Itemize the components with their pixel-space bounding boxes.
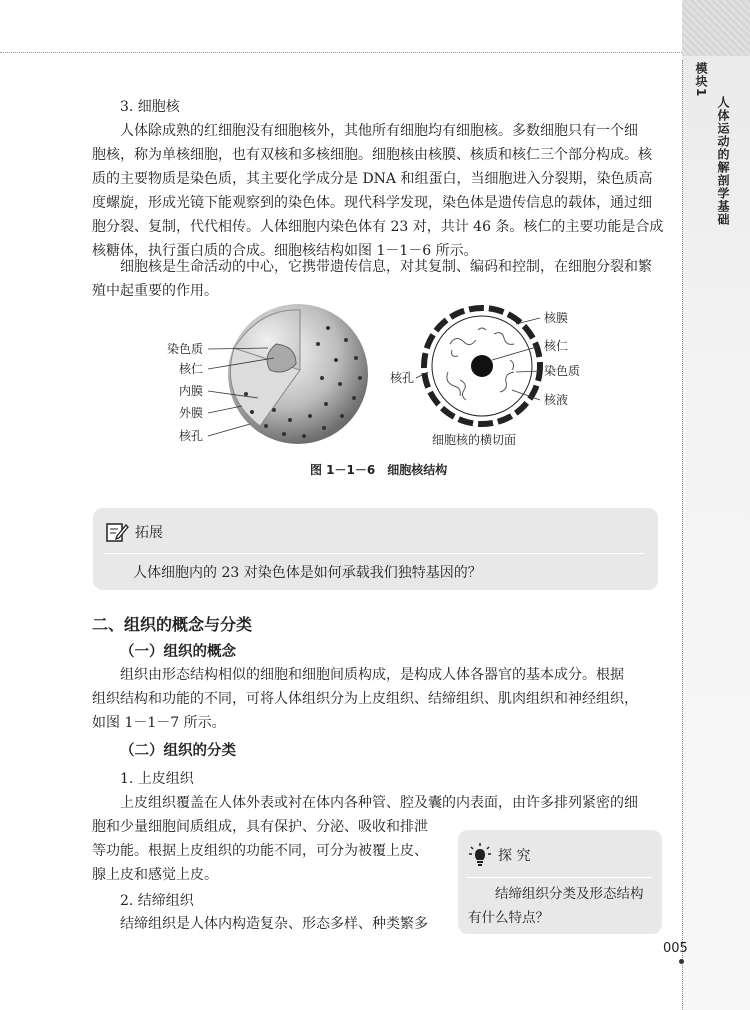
explore-header: [468, 842, 530, 868]
extension-box: [93, 508, 658, 590]
label-nuclear-pore: 核孔: [179, 429, 204, 443]
connective-line-1: 结缔组织是人体内构造复杂、形态多样、种类繁多: [120, 916, 428, 932]
page-number-dot: [679, 959, 684, 964]
nucleus-paragraph-1: [92, 119, 664, 263]
nucleus-3d-illustration: [228, 304, 368, 444]
module-title: 人体运动的解剖学基础: [716, 96, 730, 226]
label-nuclear-pore-right: 核孔: [390, 371, 415, 385]
text-line: 细胞核是生命活动的中心，它携带遗传信息，对其复制、编码和控制，在细胞分裂和繁: [120, 259, 652, 275]
connective-heading: 2. 结缔组织: [120, 893, 194, 909]
text-line: 度螺旋，形成光镜下能观察到的染色体。现代科学发现，染色体是遗传信息的载体，通过细: [92, 195, 652, 211]
extension-question: 人体细胞内的 23 对染色体是如何承载我们独特基因的？: [133, 565, 482, 581]
section-heading: 二、组织的概念与分类: [92, 615, 253, 634]
nucleus-figure: [150, 300, 590, 460]
explore-box: [458, 830, 662, 934]
text-line: 组织由形态结构相似的细胞和细胞间质构成，是构成人体各器官的基本成分。根据: [120, 667, 624, 683]
text-line: 人体除成熟的红细胞没有细胞核外，其他所有细胞均有细胞核。多数细胞只有一个细: [120, 123, 638, 139]
explore-question: 结缔组织分类及形态结构有什么特点？: [468, 886, 644, 926]
page-number: 005: [663, 941, 688, 956]
figure-caption: 图 1－1－6 细胞核结构: [310, 463, 448, 477]
explore-divider: [466, 877, 652, 878]
text-line: 胞分裂、复制，代代相传。人体细胞内染色体有 23 对，共计 46 条。核仁的主要功能是合成: [92, 219, 664, 235]
epithelial-line-2: 胞和少量细胞间质组成，具有保护、分泌、吸收和排泄: [92, 819, 428, 835]
lightbulb-icon: [468, 842, 492, 868]
label-nucleoplasm: 核液: [544, 393, 569, 407]
nucleus-paragraph-2: [92, 255, 664, 303]
epithelial-line-3: 等功能。根据上皮组织的功能不同，可分为被覆上皮、: [92, 843, 428, 859]
text-line: 质的主要物质是染色质，其主要化学成分是 DNA 和组蛋白，当细胞进入分裂期，染色质高: [92, 171, 653, 187]
extension-title: 拓展: [135, 525, 163, 541]
label-outer-membrane: 外膜: [179, 406, 204, 420]
label-inner-membrane: 内膜: [179, 384, 204, 398]
epithelial-line-1: 上皮组织覆盖在人体外表或衬在体内各种管、腔及囊的内表面，由许多排列紧密的细: [120, 795, 638, 811]
nucleus-heading: 3. 细胞核: [120, 99, 180, 115]
side-divider: [682, 60, 683, 1010]
label-nuclear-envelope: 核膜: [544, 311, 569, 325]
label-nucleolus: 核仁: [179, 362, 204, 376]
label-chromatin: 染色质: [167, 342, 204, 356]
extension-header: [105, 521, 163, 543]
tissue-concept-paragraph: [92, 663, 664, 735]
module-label: 模块1: [694, 62, 708, 98]
subsection-classification-heading: （二）组织的分类: [120, 743, 236, 759]
subsection-concept-heading: （一）组织的概念: [120, 644, 236, 660]
label-chromatin-right: 染色质: [544, 364, 581, 378]
side-tab-texture: [682, 0, 750, 56]
cross-section-caption: 细胞核的横切面: [432, 433, 517, 447]
explore-title: 探 究: [498, 848, 531, 864]
text-line: 殖中起重要的作用。: [92, 283, 218, 299]
extension-divider: [103, 553, 644, 554]
pencil-notebook-icon: [105, 521, 129, 543]
text-line: 核糖体，执行蛋白质的合成。细胞核结构如图 1－1－6 所示。: [92, 243, 478, 259]
header-dotted-rule: [0, 52, 682, 53]
nucleus-cross-section: [424, 308, 540, 424]
text-line: 如图 1－1－7 所示。: [92, 715, 226, 731]
text-line: 胞核，称为单核细胞，也有双核和多核细胞。细胞核由核膜、核质和核仁三个部分构成。核: [92, 147, 652, 163]
label-nucleolus-right: 核仁: [544, 339, 569, 353]
text-line: 组织结构和功能的不同，可将人体组织分为上皮组织、结缔组织、肌肉组织和神经组织，: [92, 691, 638, 707]
epithelial-heading: 1. 上皮组织: [120, 771, 194, 787]
epithelial-line-4: 腺上皮和感觉上皮。: [92, 867, 218, 883]
